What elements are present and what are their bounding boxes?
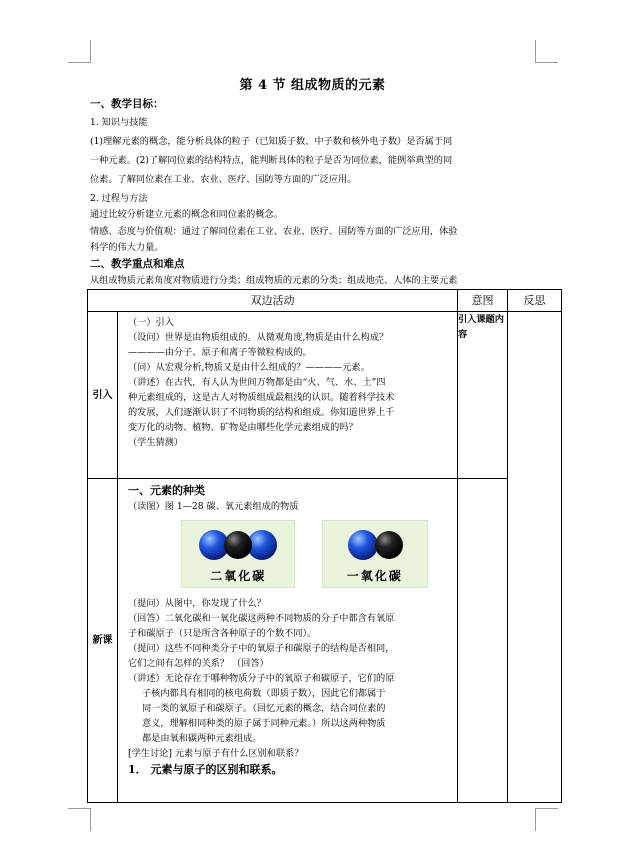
subheading-element-vs-atom: 1． 元素与原子的区别和联系。 [128,763,283,776]
student-discussion: [学生讨论] 元素与原子有什么区别和联系？ [128,748,304,759]
intro-line: （问）从宏观分析,物质又是由什么组成的？————元素。 [128,362,370,373]
intro-line: 种元素组成的，这是古人对物质组成最粗浅的认识。随着科学技术 [128,392,395,403]
crop-mark-bottom-left [68,808,91,831]
intro-line: （学生猜测） [128,437,184,448]
header-activities: 双边活动 [88,290,458,312]
molecule-label-co2: 二氧化碳 [210,569,267,583]
crop-mark-bottom-right [535,808,558,831]
crop-mark-top-left [68,40,91,63]
row-label-new-lesson: 新课 [88,479,118,803]
molecule-label-co: 一氧化碳 [346,569,403,583]
intro-line: ————由分子、原子和离子等微粒构成的。 [128,347,312,358]
document-title: 第 4 节 组成物质的元素 [239,78,386,93]
lesson-plan-table [87,289,562,803]
carbon-monoxide-image [322,520,428,588]
header-reflection: 反思 [508,290,562,312]
intro-line: 的发展，人们逐渐认识了不同物质的结构和组成。你知道世界上千 [128,407,395,418]
figure-caption: （读图）图 1—28 碳、氧元素组成的物质 [128,501,299,512]
lesson-line: 子核内都具有相同的核电荷数（即质子数），因此它们都属于 [142,688,386,699]
objective-line: 位素。了解同位素在工业、农业、医疗、国防等方面的广泛应用。 [90,174,357,185]
carbon-dioxide-image [181,520,295,588]
objective-line: 科学的伟大力量。 [90,242,164,253]
row-label-intro: 引入 [88,312,118,479]
new-lesson-intent-cell [458,479,508,803]
lesson-line: （回答）二氧化碳和一氧化碳这两种不同物质的分子中都含有氧原 [128,613,395,624]
intro-line: （一）引入 [128,317,174,328]
lesson-line: 同一类的氧原子和碳原子。（回忆元素的概念，结合同位素的 [142,703,386,714]
objective-line: 1. 知识与技能 [90,117,148,128]
intro-line: 变万化的动物、植物、矿物是由哪些化学元素组成的吗？ [128,422,358,433]
objective-line: 2. 过程与方法 [90,193,148,204]
crop-mark-top-right [535,40,558,63]
section-heading-objectives: 一、教学目标： [90,98,164,110]
lesson-line: 意义，理解相同种类的原子属于同种元素。）所以这两种物质 [142,718,386,729]
lesson-line: 子和碳原子（只是所含各种原子的个数不同）。 [128,628,317,639]
lesson-line: 它们之间有怎样的关系？ （回答） [128,658,269,669]
molecule-figure [128,514,451,596]
header-intent: 意图 [458,290,508,312]
section-heading-element-types: 一、元素的种类 [128,484,205,497]
objective-line: 情感、态度与价值观：通过了解同位素在工业、农业、医疗、国防等方面的广泛应用，体验 [90,226,458,237]
lesson-line: 都是由氧和碳两种元素组成。 [142,733,262,744]
new-lesson-activities-cell [118,479,458,803]
objective-line: 一种元素。(2)了解同位素的结构特点，能判断具体的粒子是否为同位素，能例举典型的同 [90,155,453,166]
objective-line: 通过比较分析建立元素的概念和同位素的概念。 [90,209,283,220]
intro-line: （设问）世界是由物质组成的。从微观角度,物质是由什么构成？ [128,332,389,343]
lesson-line: （提问）这些不同种类分子中的氧原子和碳原子的结构是否相同， [128,643,395,654]
intro-line: （讲述）在古代，有人认为世间万物都是由“火、气、水、土”四 [128,377,386,388]
reflection-cell [508,312,562,803]
intro-intent-cell: 引入课题内容 [458,312,508,479]
lesson-line: （提问）从图中，你发现了什么？ [128,598,266,609]
intro-activities-cell [118,312,458,479]
section-heading-key-points: 二、教学重点和难点 [90,258,185,270]
lesson-line: （讲述）无论存在于哪种物质分子中的氧原子和碳原子，它们的原 [128,673,395,684]
objective-line: (1)理解元素的概念，能分析具体的粒子（已知质子数、中子数和核外电子数）是否属于同 [90,136,453,147]
key-points-line: 从组成物质元素角度对物质进行分类；组成物质的元素的分类；组成地壳、人体的主要元素 [90,275,458,286]
